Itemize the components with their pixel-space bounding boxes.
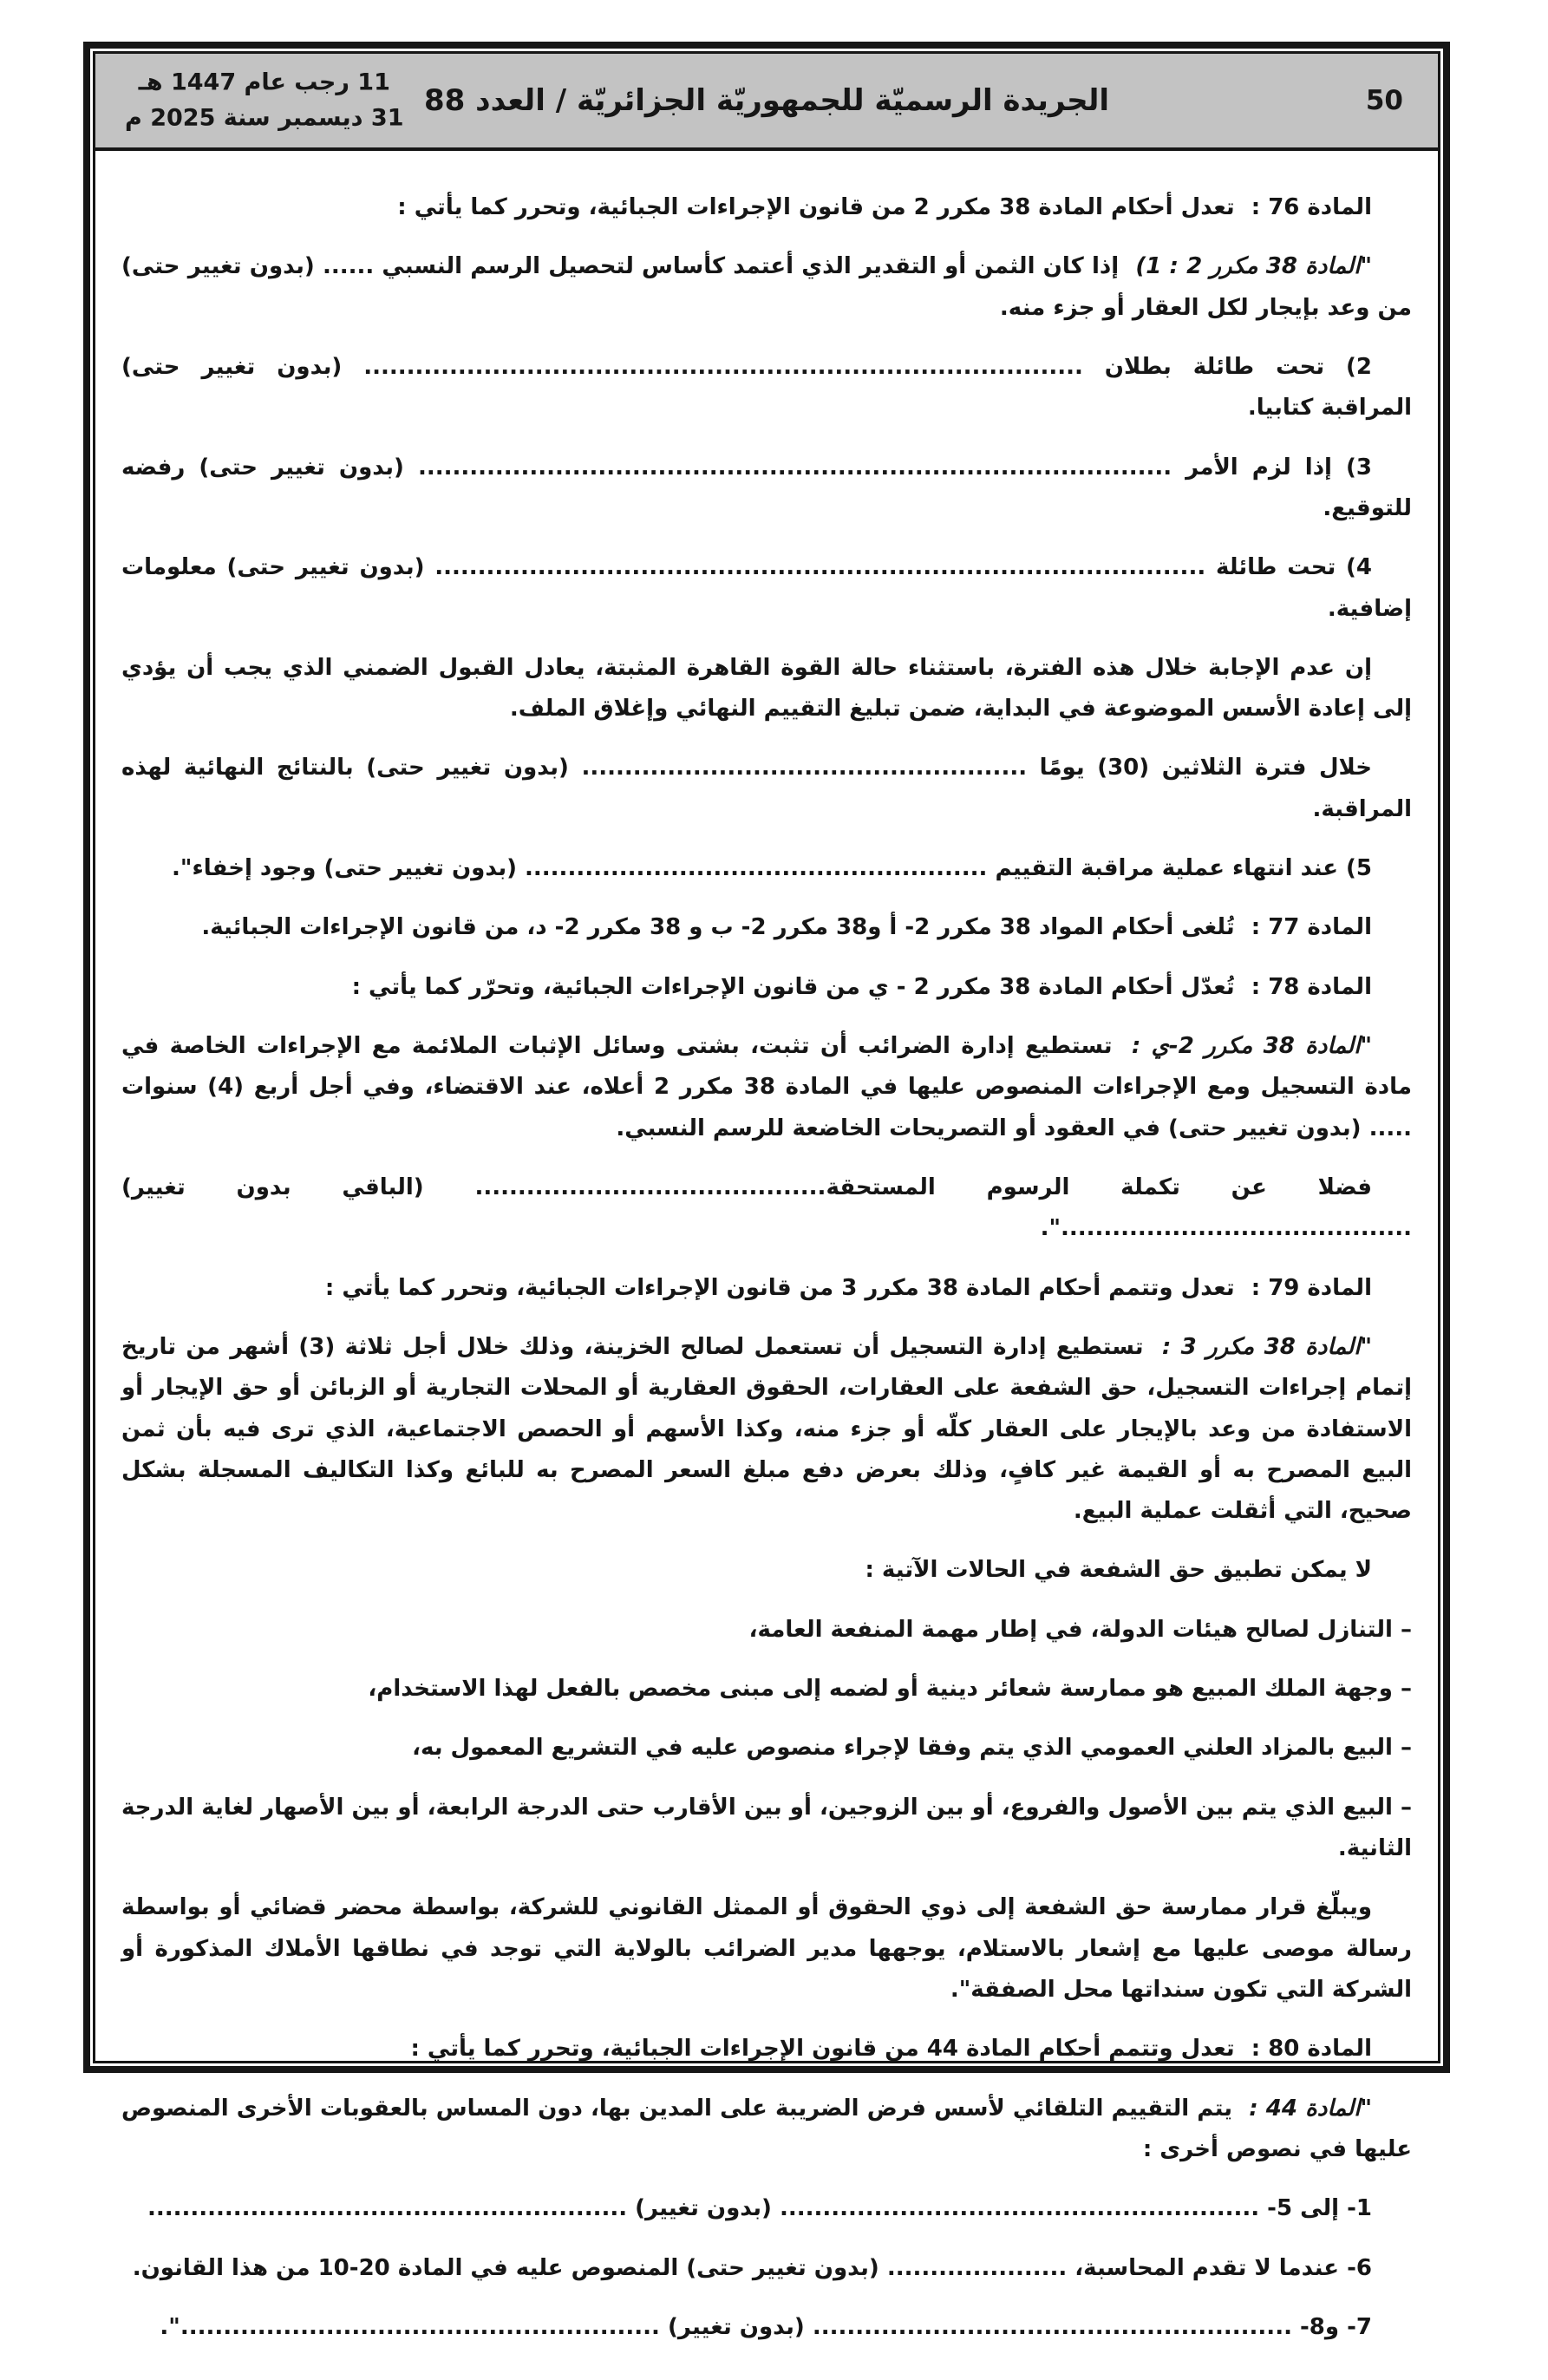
para-thirty-days	[121, 748, 1412, 830]
paragraph-text: يتم التقييم التلقائي لأسس فرض الضريبة على المدين بها، دون المساس بالعقوبات الأخرى المنصوص عليها في نصوص أخرى :	[121, 2095, 1412, 2162]
article-label: المادة 76 :	[1251, 194, 1372, 220]
masthead	[95, 54, 1438, 151]
article-label: المادة 79 :	[1251, 1274, 1372, 1301]
paragraph-text: تستطيع إدارة التسجيل أن تستعمل لصالح الخزينة، وذلك خلال أجل ثلاثة (3) أشهر من تاريخ إتمام إجراءات التسجيل، حق الشفعة على العقارات، الحقوق العقارية أو المحلات التجارية أو الزبائن أو حق الإيجار أو الاستفادة من وعد بالإيجار على العقار كلّه أو جزء منه، وكذا الأسهم أو الحصص الاجتماعية، الذي ترى فيه بأن ثمن البيع المصرح به أو القيمة غير كافٍ، وذلك بعرض دفع مبلغ السعر المصرح به للبائع وكذا التكاليف المسجلة بشكل صحيح، التي أثقلت عملية البيع.	[121, 1333, 1412, 1525]
paragraph-text: – البيع الذي يتم بين الأصول والفروع، أو بين الزوجين، أو بين الأقارب حتى الدرجة الرابعة، أو بين الأصهار لغاية الدرجة الثانية.	[121, 1794, 1412, 1861]
paragraph-text: إذا كان الثمن أو التقدير الذي أعتمد كأساس لتحصيل الرسم النسبي ...... (بدون تغيير حتى) من وعد بإيجار لكل العقار أو جزء منه.	[121, 253, 1412, 321]
issue-dates	[125, 66, 403, 136]
exception-religious-use	[121, 1669, 1412, 1710]
page-number: 50	[1365, 85, 1403, 116]
paragraph-text: – البيع بالمزاد العلني العمومي الذي يتم وفقا لإجراء منصوص عليه في التشريع المعمول به،	[412, 1735, 1412, 1762]
para-preemption-notification	[121, 1887, 1412, 2011]
quoted-article-label: "المادة 38 مكرر 2 : 1)	[1135, 253, 1372, 280]
articles-body	[95, 151, 1438, 2380]
content-frame	[93, 51, 1440, 2340]
paragraph-text: تعدل وتتمم أحكام المادة 38 مكرر 3 من قانون الإجراءات الجبائية، وتحرر كما يأتي :	[324, 1274, 1235, 1301]
quote-article-44	[121, 2089, 1412, 2171]
article-77-repeal	[121, 907, 1412, 948]
paragraph-text: تعدل أحكام المادة 38 مكرر 2 من قانون الإجراءات الجبائية، وتحرر كما يأتي :	[397, 194, 1235, 220]
article-label: المادة 78 :	[1251, 973, 1372, 1000]
quoted-article-label: "المادة 44 :	[1249, 2095, 1372, 2122]
article-label: المادة 80 :	[1251, 2036, 1372, 2063]
quoted-article-label: "المادة 38 مكرر 3 :	[1161, 1333, 1373, 1360]
page-frame	[83, 42, 1450, 2340]
paragraph-text: تُعدّل أحكام المادة 38 مكرر 2 - ي من قانون الإجراءات الجبائية، وتحرّر كما يأتي :	[351, 973, 1235, 1000]
paragraph-text: 1- إلى 5- ........................................................ (بدون تغيير) ........................................................	[147, 2195, 1372, 2222]
quote-38bis2-clause1	[121, 246, 1412, 329]
hijri-date: 11 رجب عام 1447 هـ	[138, 69, 390, 96]
paragraph-text: لا يمكن تطبيق حق الشفعة في الحالات الآتية :	[865, 1557, 1372, 1584]
article-76-intro	[121, 187, 1412, 228]
para-preemption-exceptions-intro	[121, 1550, 1412, 1591]
paragraph-text: إن عدم الإجابة خلال هذه الفترة، باستثناء حالة القوة القاهرة المثبتة، يعادل القبول الضمني الذي يجب أن يؤدي إلى إعادة الأسس الموضوعة في البداية، ضمن تبليغ التقييم النهائي وإغلاق الملف.	[121, 654, 1412, 722]
quote-38bis3-preemption	[121, 1327, 1412, 1533]
article-label: المادة 77 :	[1251, 914, 1372, 941]
clause-7-8	[121, 2307, 1412, 2348]
article-78-intro	[121, 967, 1412, 1008]
para-implicit-acceptance	[121, 648, 1412, 730]
clause-4-additional-info	[121, 547, 1412, 630]
clause-6-accounting	[121, 2248, 1412, 2289]
paragraph-text: ويبلّغ قرار ممارسة حق الشفعة إلى ذوي الحقوق أو الممثل القانوني للشركة، بواسطة محضر قضائي أو بواسطة رسالة موصى عليها مع إشعار بالاستلام، يوجهها مدير الضرائب بالولاية التي توجد في نطاقها الأملاك المذكورة أو الشركة التي تكون سنداتها محل الصفقة".	[121, 1894, 1412, 2003]
paragraph-text: 7- و8- ........................................................ (بدون تغيير) ........................................................".	[160, 2313, 1372, 2340]
paragraph-text: تعدل وتتمم أحكام المادة 44 من قانون الإجراءات الجبائية، وتحرر كما يأتي :	[410, 2036, 1235, 2063]
paragraph-text: تستطيع إدارة الضرائب أن تثبت، بشتى وسائل الإثبات الملائمة مع الإجراءات الخاصة في مادة التسجيل ومع الإجراءات المنصوص عليها في المادة 38 مكرر 2 أعلاه، عند الاقتضاء، وفي أجل أربع (4) سنوات ..... (بدون تغيير حتى) في العقود أو التصريحات الخاضعة للرسم النسبي.	[121, 1033, 1412, 1141]
article-79-intro	[121, 1268, 1412, 1309]
exception-family-sales	[121, 1788, 1412, 1870]
paragraph-text: تُلغى أحكام المواد 38 مكرر 2- أ و38 مكرر 2- ب و 38 مكرر 2- د، من قانون الإجراءات الجبائية.	[201, 914, 1235, 941]
gregorian-date: 31 ديسمبر سنة 2025 م	[125, 104, 404, 131]
clause-3-signature	[121, 448, 1412, 530]
paragraph-text: – وجهة الملك المبيع هو ممارسة شعائر دينية أو لضمه إلى مبنى مخصص بالفعل لهذا الاستخدام،	[368, 1676, 1412, 1703]
clause-2-nullity	[121, 347, 1412, 429]
clause-1-to-5	[121, 2188, 1412, 2229]
paragraph-text: 3) إذا لزم الأمر ........................................................................................ (بدون تغيير حتى) رفضه للتوقيع.	[121, 454, 1412, 521]
para-fees-remainder	[121, 1167, 1412, 1250]
exception-public-auction	[121, 1728, 1412, 1769]
clause-5-end-of-control	[121, 848, 1412, 889]
exception-state-bodies	[121, 1610, 1412, 1651]
paragraph-text: 4) تحت طائلة .......................................................................................... (بدون تغيير حتى) معلومات إضافية.	[121, 554, 1412, 622]
journal-title: الجريدة الرسميّة للجمهوريّة الجزائريّة / العدد 88	[423, 83, 1110, 118]
paragraph-text: 6- عندما لا تقدم المحاسبة، ..................... (بدون تغيير حتى) المنصوص عليه في المادة 20-10 من هذا القانون.	[132, 2254, 1372, 2281]
paragraph-text: خلال فترة الثلاثين (30) يومًا .................................................... (بدون تغيير حتى) بالنتائج النهائية لهذه المراقبة.	[121, 755, 1412, 822]
quoted-article-label: "المادة 38 مكرر 2-ي :	[1131, 1033, 1372, 1059]
article-80-intro	[121, 2029, 1412, 2069]
paragraph-text: فضلا عن تكملة الرسوم المستحقة......................................... (الباقي بدون تغيير) .........................................".	[121, 1174, 1412, 1242]
paragraph-text: – التنازل لصالح هيئات الدولة، في إطار مهمة المنفعة العامة،	[748, 1616, 1412, 1643]
paragraph-text: 5) عند انتهاء عملية مراقبة التقييم ...................................................... (بدون تغيير حتى) وجود إخفاء".	[172, 855, 1372, 882]
quote-38bis2-y	[121, 1026, 1412, 1149]
paragraph-text: 2) تحت طائلة بطلان .................................................................................... (بدون تغيير حتى) المراقبة كتابيا.	[121, 353, 1412, 422]
